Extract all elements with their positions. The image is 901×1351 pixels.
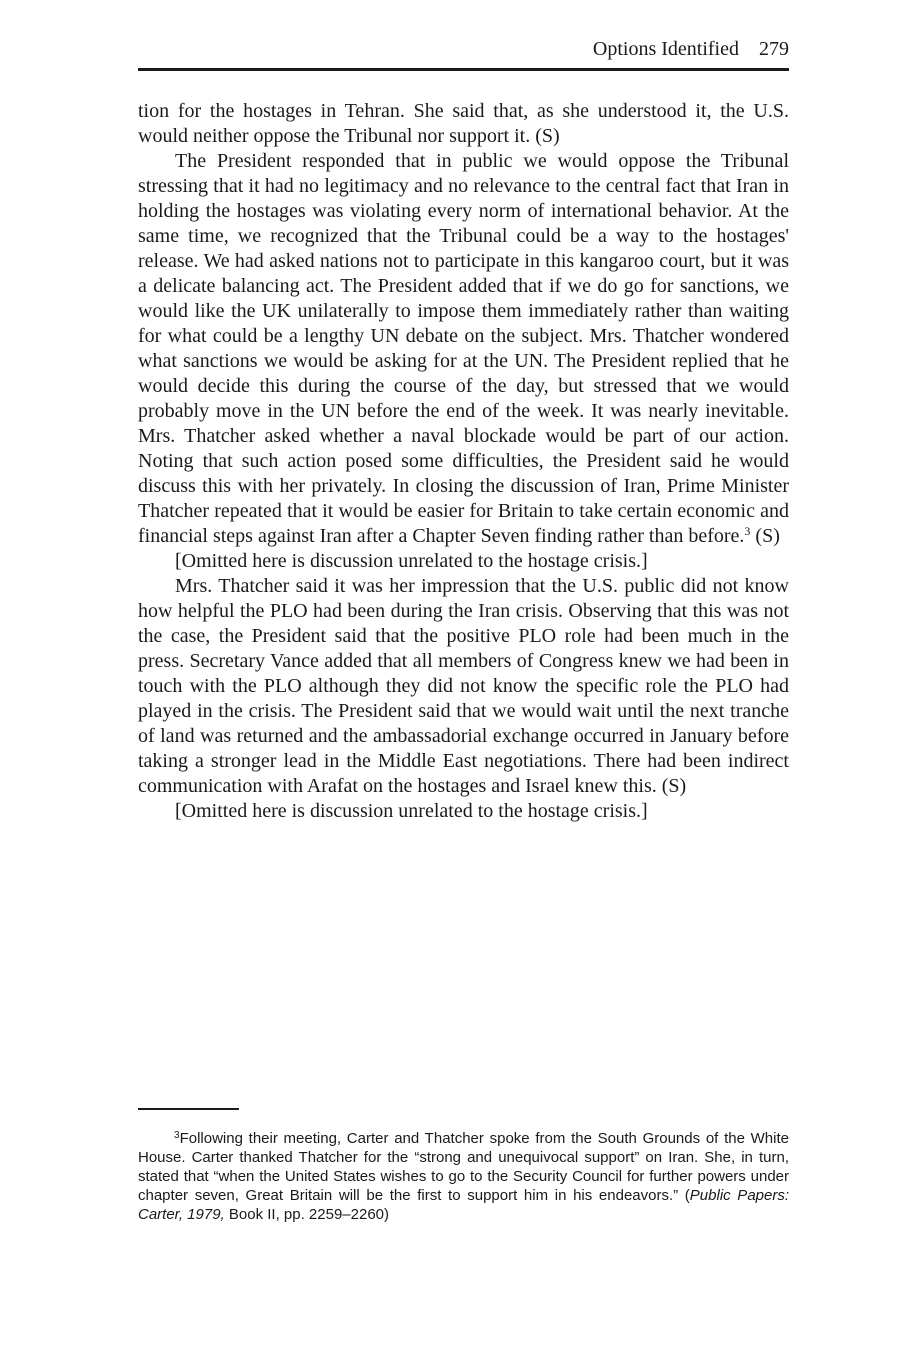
paragraph-president-response [138,149,789,549]
footnote-ref-3: 3 [744,524,751,538]
footnote-citation-title: Public Papers: Carter, 1979, [138,1187,790,1223]
omitted-note-1: [Omitted here is discussion unrelated to the hostage crisis.] [175,550,648,572]
paragraph-president-response-text: The President responded that in public we would oppose the Tribunal stressing that it had no legitimacy and no relevance to the central fact that Iran in holding the hostages was violating every norm of international behavior. At the same time, we recognized that the Tribunal could be a way to the hostages' release. We had asked nations not to participate in this kangaroo court, but it was a delicate balancing act. The President added that if we do go for sanctions, we would like the UK unilaterally to impose them immediately rather than waiting for what could be a lengthy UN debate on the subject. Mrs. Thatcher wondered what sanctions we would be asking for at the UN. The President replied that he would decide this during the course of the day, but stressed that we would probably move in the UN before the end of the week. It was nearly inevitable. Mrs. Thatcher asked whether a naval blockade would be part of our action. Noting that such action posed some difficulties, the President said he would discuss this with her privately. In closing the discussion of Iran, Prime Minister Thatcher repeated that it would be easier for Britain to take certain economic and financial steps against Iran after a Chapter Seven finding rather than before. [138,150,789,547]
footnote-citation-rest: Book II, pp. 2259–2260) [224,1206,390,1223]
footnote-text: Following their meeting, Carter and Thatcher spoke from the South Grounds of the White House. Carter thanked Thatcher for the “strong and unequivocal support” on Iran. She, in turn, stated that “when the United States wishes to go to the Security Council for further powers under chapter seven, Great Britain will be the first to support him in his endeavors.” ( [138,1130,789,1204]
running-header-title: Options Identified [592,38,739,60]
omitted-note-2: [Omitted here is discussion unrelated to the hostage crisis.] [175,800,648,822]
paragraph-continued: tion for the hostages in Tehran. She said that, as she understood it, the U.S. would neither oppose the Tribunal nor support it. (S) [138,100,789,147]
footnote-number: 3 [174,1130,180,1141]
body-text [138,99,789,824]
paragraph-plo-discussion: Mrs. Thatcher said it was her impression that the U.S. public did not know how helpful the PLO had been during the Iran crisis. Observing that this was not the case, the President said that the positive PLO role had been much in the press. Secretary Vance added that all members of Congress knew we had been in touch with the PLO although they did not know the specific role the PLO had played in the crisis. The President said that we would wait until the next tranche of land was returned and the ambassadorial exchange occurred in January before taking a stronger lead in the Middle East negotiations. There had been indirect communication with Arafat on the hostages and Israel knew this. (S) [138,575,789,797]
footnote-3 [138,1129,789,1224]
footnote-rule [138,1108,239,1110]
page-number: 279 [759,38,789,60]
paragraph-classification-marker: (S) [750,525,780,547]
running-header [138,38,789,68]
header-rule [138,68,789,71]
